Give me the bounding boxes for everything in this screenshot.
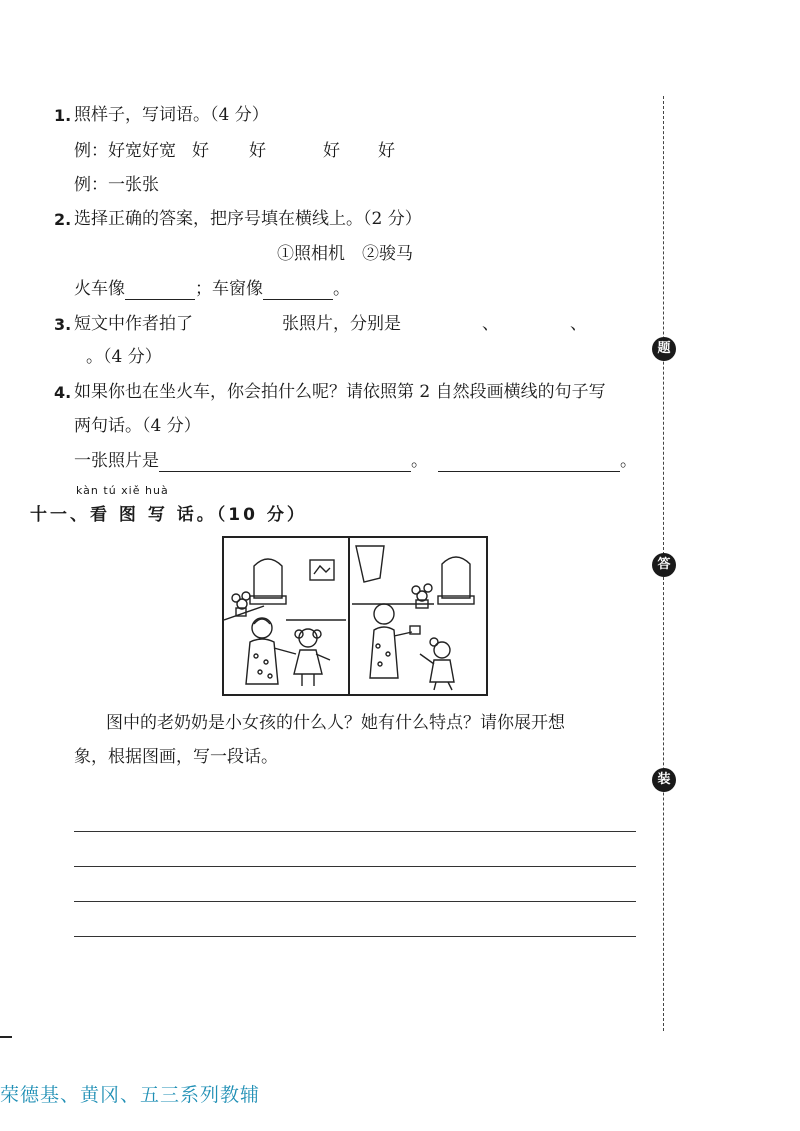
q1-hao-2: 好 xyxy=(249,141,266,161)
writing-prompt-line2: 象，根据图画，写一段话。 xyxy=(74,747,278,767)
q2-options: ①照相机 ②骏马 xyxy=(277,244,413,264)
q2-instruction: 选择正确的答案，把序号填在横线上。（2 分） xyxy=(74,209,422,229)
q2-answer-line xyxy=(74,278,350,300)
q3-text-a: 短文中作者拍了 xyxy=(74,314,193,334)
q2-number: 2. xyxy=(54,210,72,229)
illustration-drawing xyxy=(224,538,486,694)
illustration xyxy=(222,536,488,696)
section-title: 十一、看 图 写 话。（10 分） xyxy=(30,505,307,525)
grandma-body-right xyxy=(370,627,398,678)
q1-example-1: 例：好宽好宽 xyxy=(74,141,176,161)
seat-base-left xyxy=(250,596,286,604)
q2-blank-2[interactable] xyxy=(263,281,333,300)
q3-comma-2: 、 xyxy=(570,314,587,334)
q2-blank-1[interactable] xyxy=(125,281,195,300)
q4-line1: 如果你也在坐火车，你会拍什么呢？请依照第 2 自然段画横线的句子写 xyxy=(74,382,606,402)
binding-mark-1: 题 xyxy=(652,337,676,361)
seat-back-left xyxy=(254,559,282,598)
q4-number: 4. xyxy=(54,383,72,402)
grandma-head-right xyxy=(374,604,394,624)
q4-period-1: 。 xyxy=(411,451,428,471)
q4-prefix: 一张照片是 xyxy=(74,451,159,471)
writing-line-3[interactable] xyxy=(74,901,636,902)
q1-instruction: 照样子，写词语。（4 分） xyxy=(74,105,269,125)
q1-hao-4: 好 xyxy=(378,141,395,161)
right-panel xyxy=(352,546,474,690)
q2-sep: ；车窗像 xyxy=(195,279,263,299)
girl-body-left xyxy=(294,650,322,674)
binding-mark-3: 装 xyxy=(652,768,676,792)
writing-line-4[interactable] xyxy=(74,936,636,937)
q3-number: 3. xyxy=(54,315,72,334)
frame-left xyxy=(310,560,334,580)
writing-prompt-line1: 图中的老奶奶是小女孩的什么人？她有什么特点？请你展开想 xyxy=(106,713,565,733)
grandma-arm-right xyxy=(394,632,412,636)
q3-comma-1: 、 xyxy=(482,314,499,334)
binding-mark-2: 答 xyxy=(652,553,676,577)
q3-text-b: 张照片，分别是 xyxy=(282,314,401,334)
q4-blank-2[interactable] xyxy=(438,453,620,472)
q4-answer-line xyxy=(74,450,637,472)
q1-hao-1: 好 xyxy=(192,141,209,161)
q4-blank-1[interactable] xyxy=(159,453,411,472)
section-pinyin: kàn tú xiě huà xyxy=(76,484,169,497)
q2-end: 。 xyxy=(333,279,350,299)
q1-example-2: 例：一张张 xyxy=(74,175,159,195)
q2-part1: 火车像 xyxy=(74,279,125,299)
grandma-head-left xyxy=(252,618,272,638)
seat-back-right xyxy=(442,557,470,598)
writing-line-2[interactable] xyxy=(74,866,636,867)
left-panel xyxy=(224,559,346,686)
holding-hands-left xyxy=(274,648,296,654)
seat-base-right xyxy=(438,596,474,604)
q3-line2: 。（4 分） xyxy=(86,347,162,367)
frame-sketch-left xyxy=(314,566,330,574)
q4-line2: 两句话。（4 分） xyxy=(74,416,201,436)
q1-hao-3: 好 xyxy=(323,141,340,161)
curtain-right xyxy=(356,546,384,582)
edge-tick xyxy=(0,1036,12,1038)
footer-brand: 荣德基、黄冈、五三系列教辅 xyxy=(0,1084,261,1106)
q4-period-2: 。 xyxy=(620,451,637,471)
writing-line-1[interactable] xyxy=(74,831,636,832)
grandma-body-left xyxy=(246,639,278,684)
girl-arm-right xyxy=(420,654,434,664)
q1-number: 1. xyxy=(54,106,72,125)
